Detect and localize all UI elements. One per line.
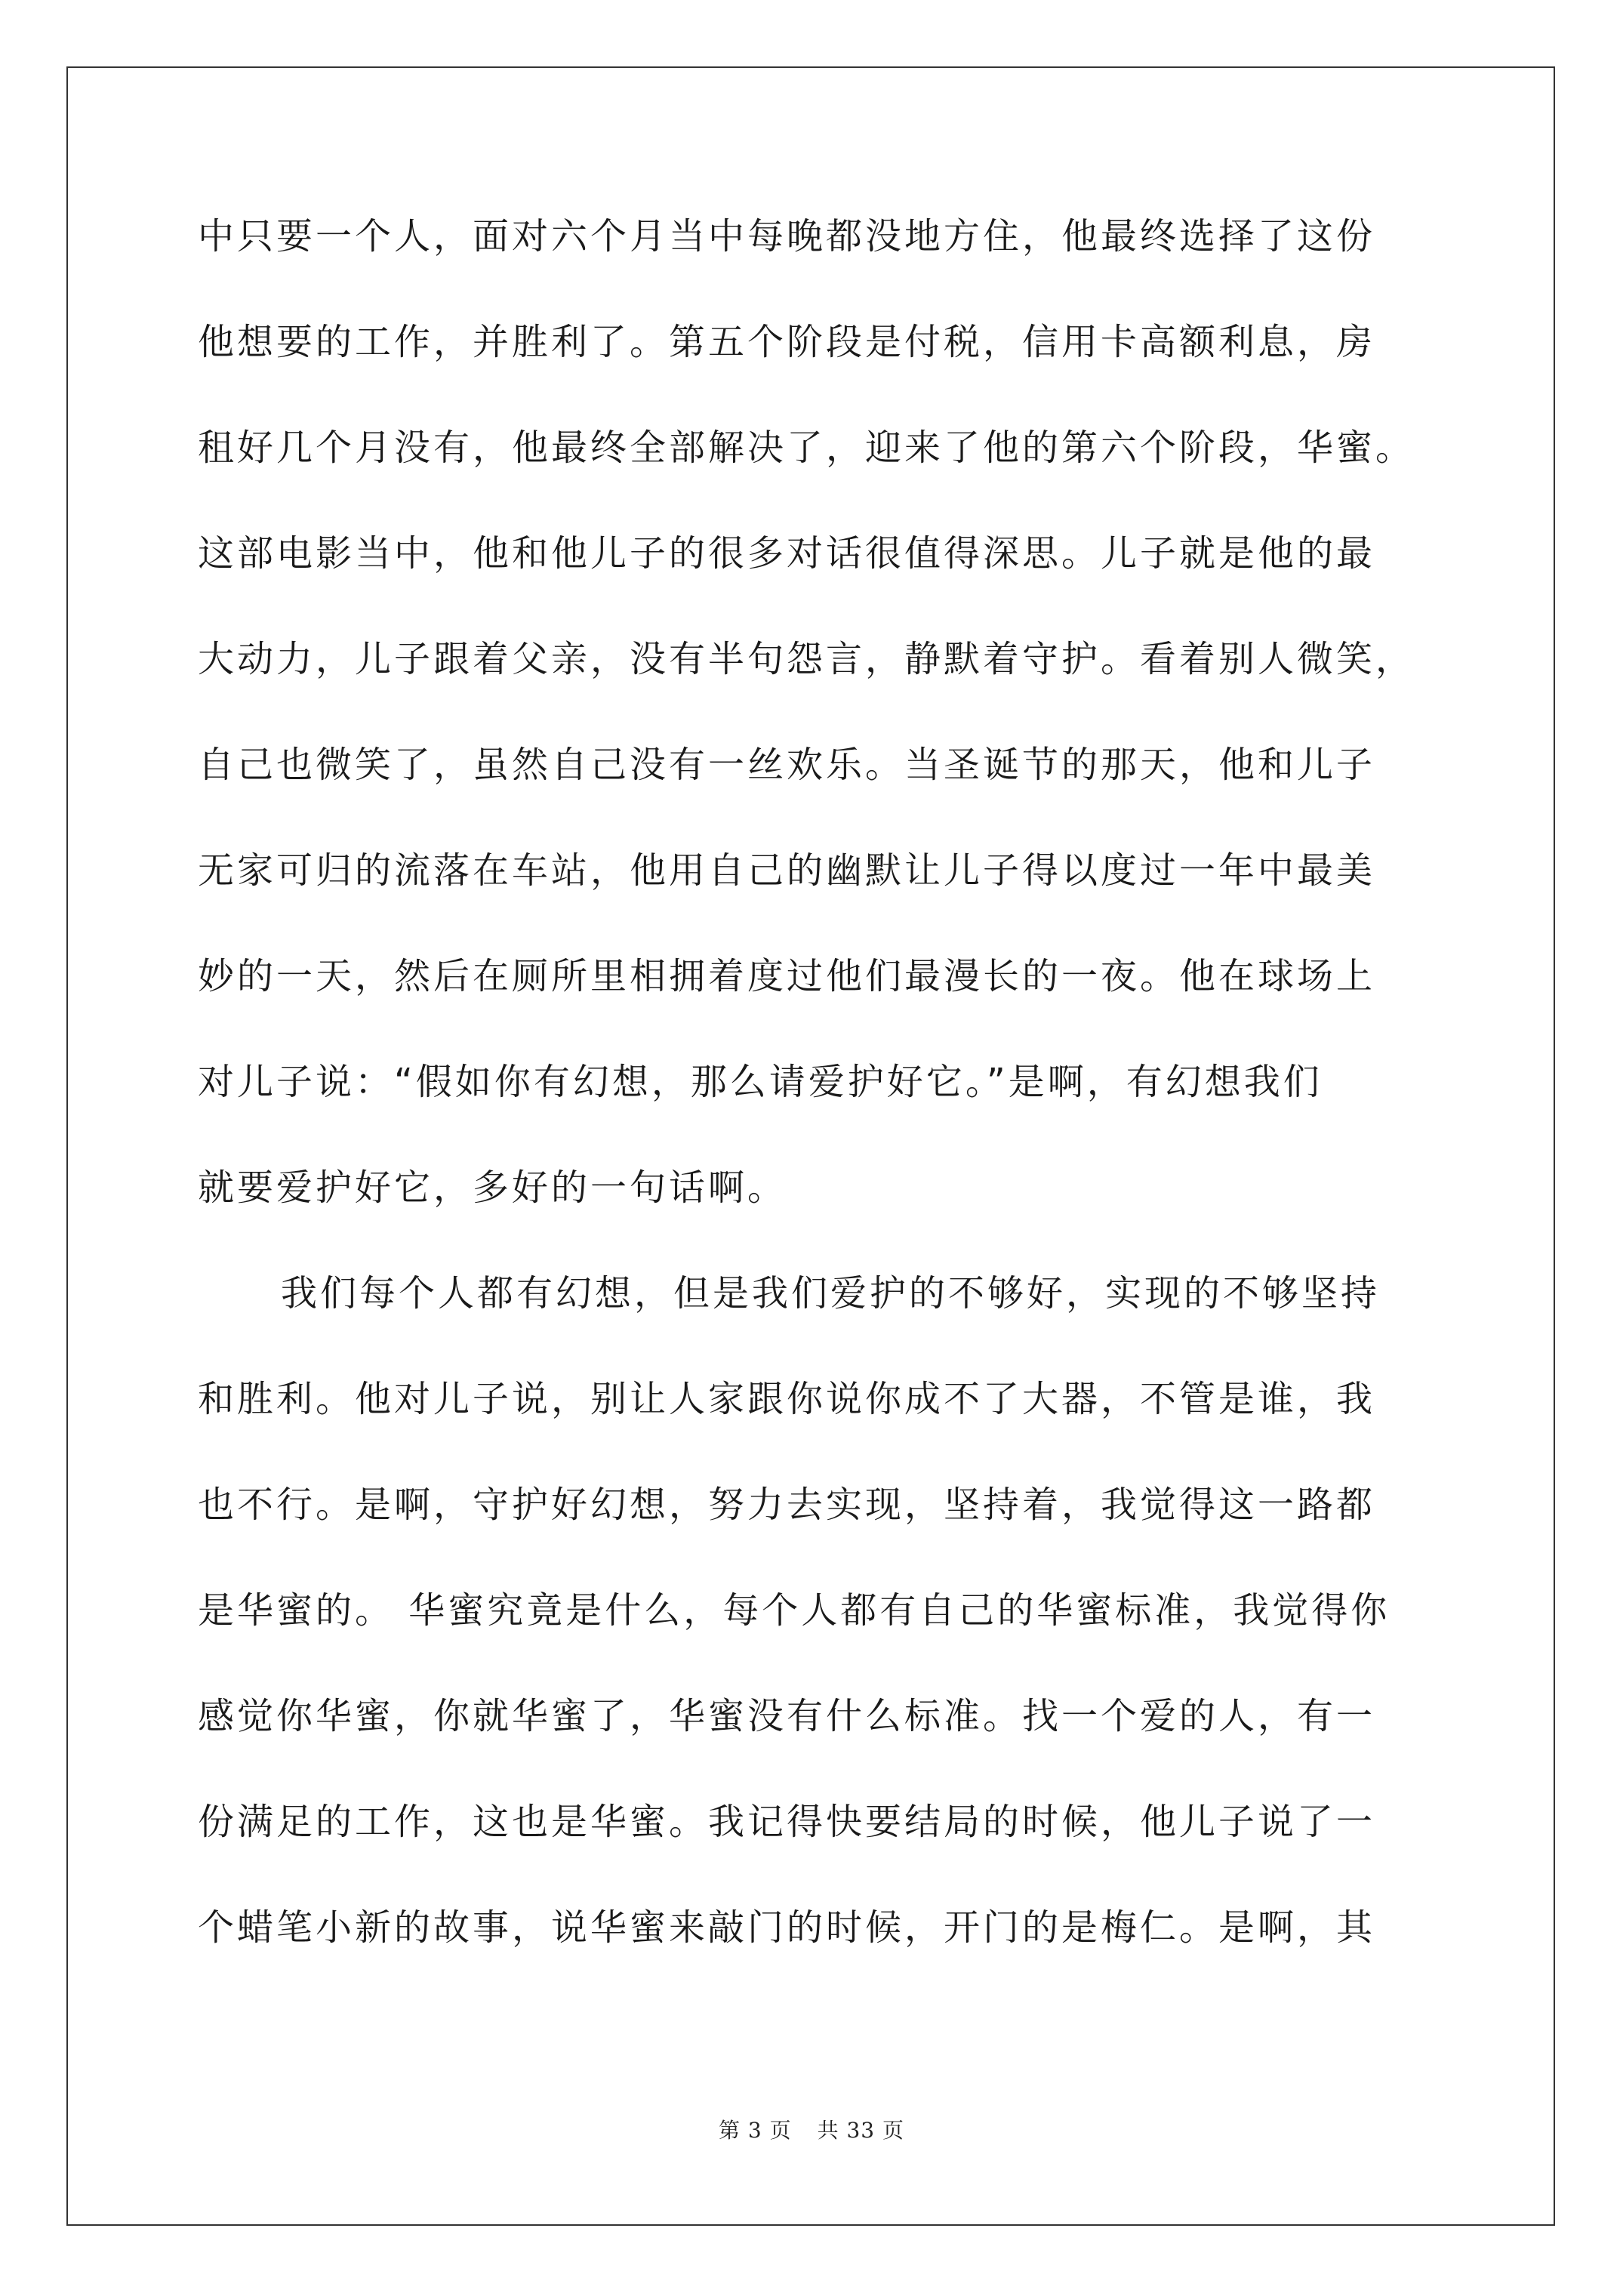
text-line: 妙的一天，然后在厕所里相拥着度过他们最漫长的一夜。他在球场上 (198, 955, 1376, 997)
text-line: 份满足的工作，这也是华蜜。我记得快要结局的时候，他儿子说了一 (198, 1801, 1376, 1843)
text-line: 中只要一个人，面对六个月当中每晚都没地方住，他最终选择了这份 (198, 215, 1376, 257)
text-line: 这部电影当中，他和他儿子的很多对话很值得深思。儿子就是他的最 (198, 532, 1376, 575)
paragraph-first-line: 我们每个人都有幻想，但是我们爱护的不够好，实现的不够坚持 (281, 1272, 1381, 1314)
text-line: 也不行。是啊，守护好幻想，努力去实现，坚持着，我觉得这一路都 (198, 1484, 1376, 1526)
text-line: 是华蜜的。 华蜜究竟是什么，每个人都有自己的华蜜标准，我觉得你 (198, 1589, 1390, 1632)
text-line: 就要爱护好它，多好的一句话啊。 (198, 1166, 787, 1209)
text-line: 对儿子说：“假如你有幻想，那么请爱护好它。”是啊，有幻想我们 (198, 1061, 1323, 1103)
page-total: 共 33 页 (817, 2118, 905, 2143)
text-line: 和胜利。他对儿子说，别让人家跟你说你成不了大器，不管是谁，我 (198, 1378, 1376, 1420)
text-line: 感觉你华蜜，你就华蜜了，华蜜没有什么标准。找一个爱的人，有一 (198, 1695, 1376, 1737)
text-line: 无家可归的流落在车站，他用自己的幽默让儿子得以度过一年中最美 (198, 849, 1376, 892)
text-line: 自己也微笑了，虽然自己没有一丝欢乐。当圣诞节的那天，他和儿子 (198, 744, 1376, 786)
text-line: 大动力，儿子跟着父亲，没有半句怨言，静默着守护。看着别人微笑， (198, 638, 1415, 680)
page-number: 第 3 页 (718, 2118, 792, 2143)
text-line: 个蜡笔小新的故事，说华蜜来敲门的时候，开门的是梅仁。是啊，其 (198, 1906, 1376, 1949)
page-footer (0, 2114, 1623, 2144)
text-line: 租好几个月没有，他最终全部解决了，迎来了他的第六个阶段，华蜜。 (198, 427, 1415, 469)
document-body (198, 214, 1428, 2011)
text-line: 他想要的工作，并胜利了。第五个阶段是付税，信用卡高额利息，房 (198, 321, 1376, 363)
